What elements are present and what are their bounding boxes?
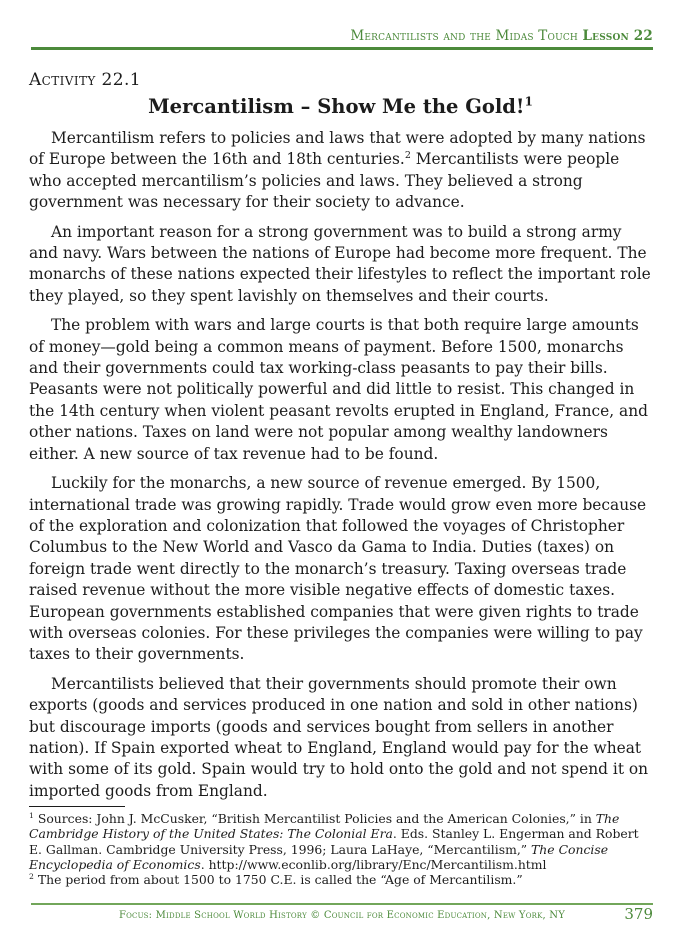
footnote-1-text-a: Sources: John J. McCusker, “British Mercantilist Policies and the American Colonies,” in — [33, 811, 596, 826]
footnote-2-ref: 2 — [29, 872, 34, 882]
paragraph-1-text-a: Mercantilism refers to policies and laws that were adopted by many nations of Europe between the 16th and 18th centuries. — [29, 129, 646, 169]
footnote-1-book-title-2: The Concise Encyclopedia of Economics — [29, 841, 609, 872]
footer-row — [31, 905, 653, 923]
paragraph-5: Mercantilists believed that their governments should promote their own exports (goods and services produced in one nation and sold in other nations) but discourage imports (goods and services bought from sellers in another nation). If Spain exported wheat to England, England would pay for the wheat with some of its gold. Spain would try to hold onto the gold and not spend it on imported goods from England. — [29, 674, 649, 800]
footnote-1-ref: 1 — [29, 810, 34, 820]
page-number: 379 — [624, 905, 653, 923]
footer-rule — [31, 903, 653, 905]
title-footnote-ref: 1 — [524, 94, 533, 109]
footnote-1 — [29, 811, 652, 872]
paragraph-2: An important reason for a strong government was to build a strong army and navy. Wars between the nations of Europe had become more frequent. The monarchs of these nations expected their lifestyles to reflect the important role they played, so they spent lavishly on themselves and their courts. — [29, 222, 651, 305]
page-footer — [31, 903, 653, 922]
footnote-1-text-b: . Eds. Stanley L. Engerman and Robert E. Gallman. Cambridge University Press, 1996; Laura LaHaye, “Mercantilism,” — [29, 826, 639, 857]
header-rule — [31, 47, 653, 50]
page-header — [31, 28, 653, 50]
paragraph-1 — [29, 128, 652, 214]
footnotes-section — [29, 806, 652, 887]
page-title — [29, 95, 652, 119]
lesson-number-label: Lesson 22 — [582, 28, 653, 44]
footnote-2-text: The period from about 1500 to 1750 C.E. is called the “Age of Mercantilism.” — [33, 872, 523, 888]
paragraph-3: The problem with wars and large courts is that both require large amounts of money—gold being a common means of payment. Before 1500, monarchs and their governments could tax working-class peasants to pay their bills. Peasants were not politically powerful and did little to resist. This changed in the 14th century when violent peasant revolts erupted in England, France, and other nations. Taxes on land were not popular among wealthy landowners either. A new source of tax revenue had to be found. — [29, 316, 648, 463]
footnote-1-book-title-1: The Cambridge History of the United States: The Colonial Era — [29, 811, 620, 842]
running-head — [31, 28, 653, 44]
footnote-2 — [29, 872, 652, 887]
paragraph-4: Luckily for the monarchs, a new source of revenue emerged. By 1500, international trade was growing rapidly. Trade would grow even more because of the exploration and colonization that followed the voyages of Christopher Columbus to the New World and Vasco da Gama to India. Duties (taxes) on foreign trade went directly to the monarch’s treasury. Taxing overseas trade raised revenue without the more visible negative effects of domestic taxes. European governments established companies that were given rights to trade with overseas colonies. For these privileges the companies were willing to pay taxes to their governments. — [29, 474, 647, 664]
footnote-1-url: . http://www.econlib.org/library/Enc/Mercantilism.html — [200, 856, 547, 872]
footer-credit-text: Focus: Middle School World History © Council for Economic Education, New York, NY — [118, 910, 566, 921]
footnote-separator — [29, 806, 125, 807]
running-head-title: Mercantilists and the Midas Touch — [350, 28, 578, 44]
paragraph-1-text-b: Mercantilists were people who accepted mercantilism’s policies and laws. They believed a strong government was necessary for their society to advance. — [29, 150, 620, 212]
main-content — [29, 70, 652, 802]
page-title-text: Mercantilism – Show Me the Gold! — [148, 95, 525, 118]
activity-label: Activity 22.1 — [29, 70, 141, 90]
paragraph-1-footnote-ref: 2 — [404, 150, 411, 162]
